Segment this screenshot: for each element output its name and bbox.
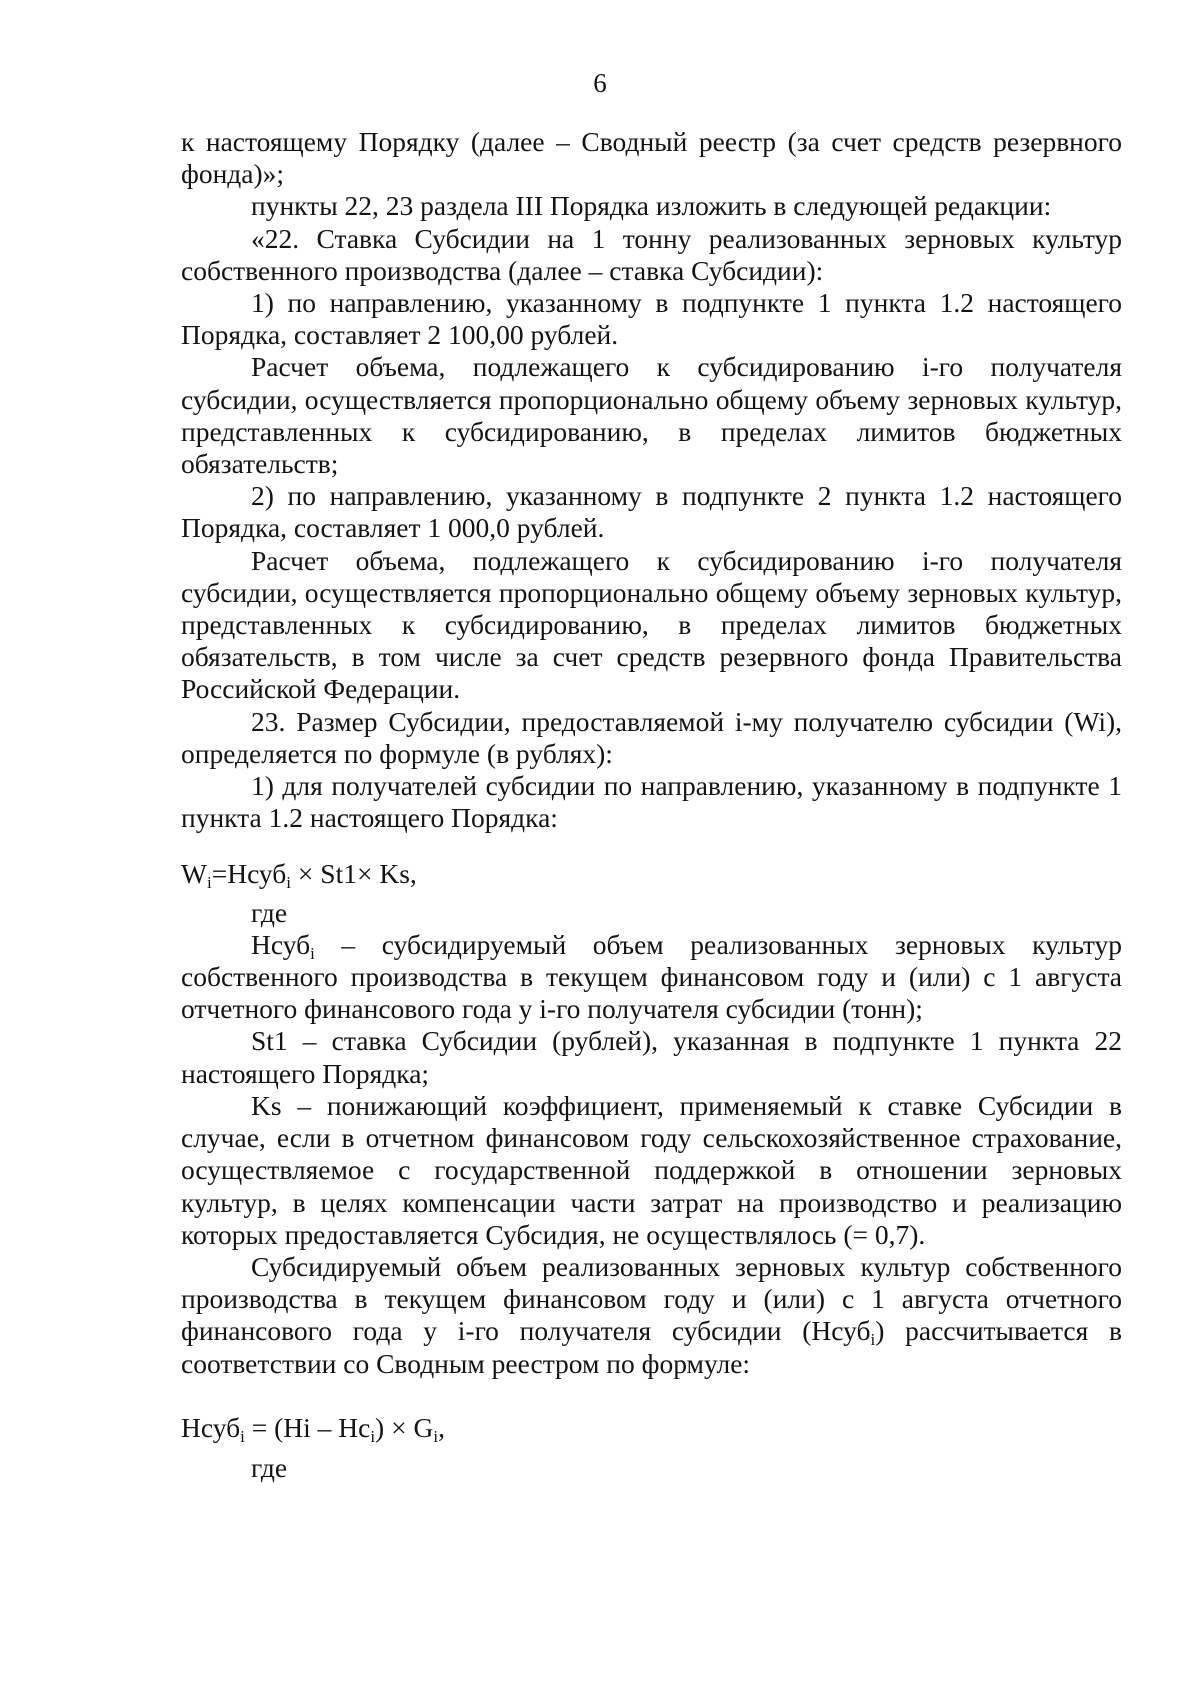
formula-subscript: i [206, 873, 212, 893]
paragraph: Расчет объема, подлежащего к субсидированию i-го получателя субсидии, осуществляется пропорционально общему объему зерновых культур, представленных к субсидированию, в пределах лимитов бюджетных обязательств, в том числе за счет средств резервного фонда Правительства Российской Федерации. [181, 544, 1122, 705]
formula-term: ) × G [375, 1411, 434, 1443]
where-label: где [251, 896, 288, 928]
definition-text: – ставка Субсидии (рублей), указанная в подпункте 1 пункта 22 настоящего Порядка; [181, 1025, 1122, 1089]
formula-subscript: i [870, 1330, 876, 1350]
definition-term-subscript: i [310, 943, 315, 963]
definition-term: Ks [251, 1089, 282, 1121]
definition [181, 1090, 1122, 1251]
formula-subscript: i [433, 1426, 439, 1446]
paragraph-text: ) рассчитывается в соответствии со Сводным реестром по формуле: [181, 1315, 1122, 1379]
paragraph: пункты 22, 23 раздела III Порядка изложить в следующей редакции: [251, 190, 1052, 222]
page-number: 6 [593, 68, 607, 98]
formula-term: Нсуб [181, 1411, 241, 1443]
paragraph: Расчет объема, подлежащего к субсидированию i-го получателя субсидии, осуществляется пропорционально общему объему зерновых культур, представленных к субсидированию, в пределах лимитов бюджетных обязательств; [181, 351, 1122, 480]
formula-term: × St1× Ks, [291, 858, 417, 890]
formula-subscript: i [370, 1426, 376, 1446]
where-label: где [251, 1451, 288, 1483]
paragraph: 23. Размер Субсидии, предоставляемой i-му получателю субсидии (Wi), определяется по формуле (в рублях): [181, 705, 1122, 769]
paragraph [181, 1251, 1122, 1380]
formula-subscript: i [240, 1426, 245, 1446]
document-body [181, 126, 1122, 1484]
formula-term: , [438, 1411, 445, 1443]
paragraph: 1) для получателей субсидии по направлению, указанному в подпункте 1 пункта 1.2 настоящего Порядка: [181, 770, 1122, 834]
paragraph: 1) по направлению, указанному в подпункте 1 пункта 1.2 настоящего Порядка, составляет 2 100,00 рублей. [181, 287, 1122, 351]
definition [181, 929, 1122, 1026]
formula-term: = (Нi – Нс [244, 1411, 371, 1443]
definition-text: – субсидируемый объем реализованных зерновых культур собственного производства в текущем финансовом году и (или) с 1 августа отчетного финансового года у i-го получателя субсидии (тонн); [181, 928, 1122, 1025]
paragraph: 2) по направлению, указанному в подпункте 2 пункта 1.2 настоящего Порядка, составляет 1 000,0 рублей. [181, 480, 1122, 544]
definition [181, 1025, 1122, 1089]
formula-subsidy-amount [181, 834, 1122, 896]
definition-term: Нсуб [251, 928, 311, 960]
paragraph: «22. Ставка Субсидии на 1 тонну реализованных зерновых культур собственного производства (далее – ставка Субсидии): [181, 222, 1122, 286]
paragraph: к настоящему Порядку (далее – Сводный реестр (за счет средств резервного фонда)»; [181, 126, 1122, 190]
formula-term: W [181, 858, 207, 890]
definition-text: – понижающий коэффициент, применяемый к ставке Субсидии в случае, если в отчетном финансовом году сельскохозяйственное страхование, осуществляемое с государственной поддержкой в отношении зерновых культур, в целях компенсации части затрат на производство и реализацию которых предоставляется Субсидия, не осуществлялось (= 0,7). [181, 1089, 1122, 1250]
formula-subsidized-volume [181, 1380, 1122, 1452]
formula-term: =Нсуб [211, 858, 287, 890]
paragraph-text: Субсидируемый объем реализованных зерновых культур собственного производства в текущем финансовом году и (или) с 1 августа отчетного финансового года у i-го получателя субсидии (Нсуб [181, 1250, 1122, 1347]
formula-subscript: i [286, 873, 292, 893]
definition-term: St1 [251, 1025, 288, 1057]
